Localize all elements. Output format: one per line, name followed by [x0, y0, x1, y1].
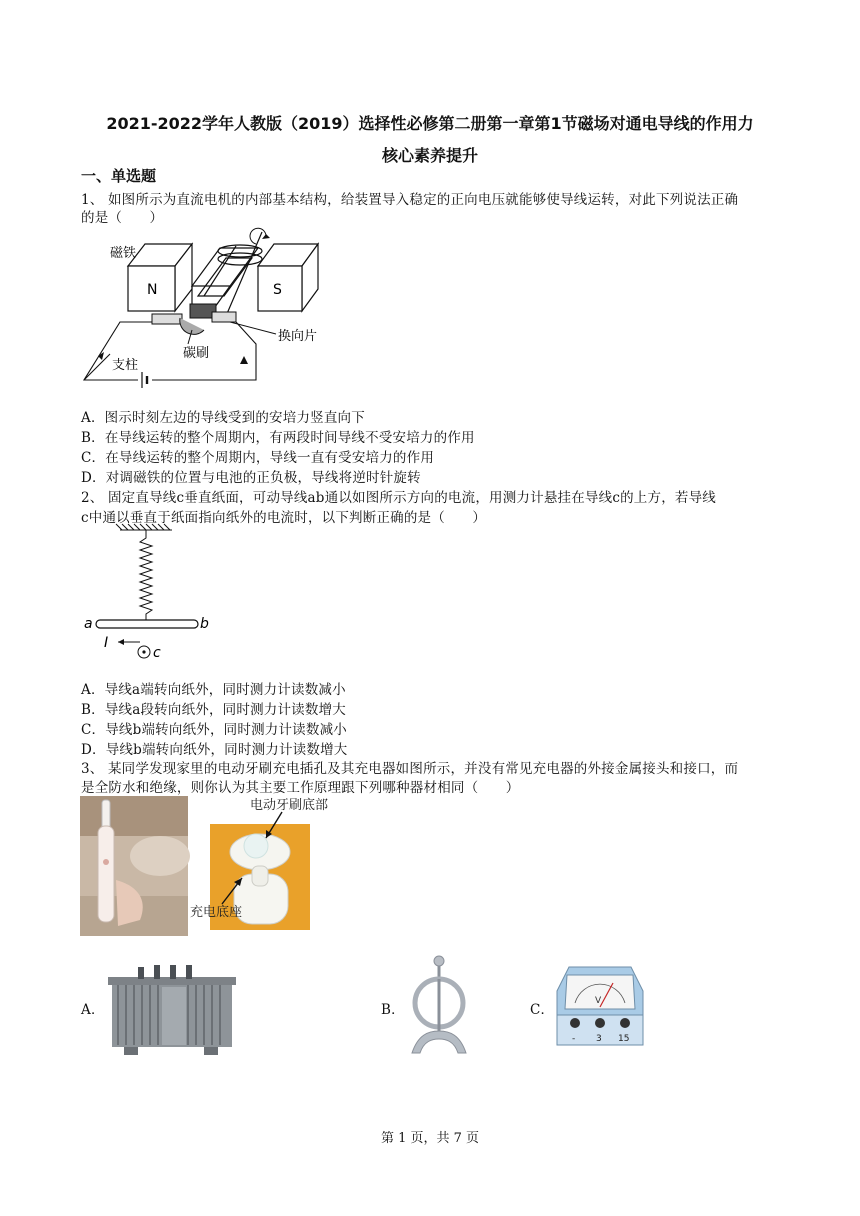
- label-b: b: [200, 616, 209, 632]
- q2-force-meter-diagram: [80, 524, 220, 664]
- meter-v-label: V: [595, 996, 602, 1006]
- metal-ring-on-stand: [412, 956, 466, 1053]
- s-magnet: [258, 244, 318, 311]
- q2-option-c: C．导线b端转向纸外，同时测力计读数减小: [81, 722, 347, 738]
- q2-stem-line2: c中通以垂直于纸面指向纸外的电流时，以下判断正确的是（ ）: [81, 510, 487, 526]
- transformer-image: [104, 963, 240, 1058]
- label-c: c: [153, 645, 161, 661]
- label-a: a: [84, 616, 93, 632]
- choice-c-label: C．: [530, 1002, 555, 1018]
- commutator-label: 换向片: [278, 329, 318, 344]
- choice-b-label: B．: [381, 1002, 405, 1018]
- q2-option-d: D．导线b端转向纸外，同时测力计读数增大: [81, 742, 348, 758]
- page-footer: 第 1 页，共 7 页: [380, 1131, 480, 1146]
- q3-stem-line1: 3、 某同学发现家里的电动牙刷充电插孔及其充电器如图所示，并没有常见充电器的外接金属接头和接口，而: [81, 761, 739, 777]
- spring: [140, 530, 152, 620]
- brush-label: 碳刷: [183, 346, 210, 361]
- voltmeter: [557, 967, 643, 1045]
- n-magnet: [128, 244, 192, 311]
- charger-photo: [190, 796, 329, 936]
- meter-3-label: 3: [596, 1034, 602, 1044]
- meter-minus-label: -: [572, 1034, 576, 1044]
- section-heading: 一、单选题: [81, 167, 157, 185]
- label-current: I: [104, 635, 109, 651]
- q2-option-a: A．导线a端转向纸外，同时测力计读数减小: [81, 682, 346, 698]
- ring-apparatus-image: [404, 955, 474, 1055]
- q1-option-a: A．图示时刻左边的导线受到的安培力竖直向下: [81, 410, 365, 426]
- q1-option-d: D．对调磁铁的位置与电池的正负极，导线将逆时针旋转: [81, 470, 421, 486]
- post-label: 支柱: [112, 358, 139, 373]
- choice-a-label: A．: [81, 1002, 105, 1018]
- q1-option-b: B．在导线运转的整个周期内，有两段时间导线不受安培力的作用: [81, 430, 475, 446]
- charging-base-label: 充电底座: [190, 905, 243, 920]
- toothbrush-bottom-label: 电动牙刷底部: [250, 798, 329, 813]
- doc-title-line1: 2021-2022学年人教版（2019）选择性必修第二册第一章第1节磁场对通电导线的作用力: [106, 114, 754, 133]
- q2-option-b: B．导线a段转向纸外，同时测力计读数增大: [81, 702, 346, 718]
- magnet-s-label: S: [273, 282, 282, 298]
- magnet-n-label: N: [147, 282, 158, 298]
- voltmeter-image: [555, 965, 645, 1047]
- magnet-label: 磁铁: [110, 246, 137, 261]
- coil-loop: [192, 232, 262, 316]
- q1-stem-line2: 的是（ ）: [81, 210, 164, 226]
- ceiling-hatch: [116, 524, 172, 530]
- transformer: [108, 965, 236, 1055]
- wire-ab: [96, 620, 198, 628]
- q1-option-c: C．在导线运转的整个周期内，导线一直有受安培力的作用: [81, 450, 435, 466]
- toothbrush-photo: [80, 796, 188, 936]
- doc-title-line2: 核心素养提升: [381, 146, 478, 165]
- meter-15-label: 15: [618, 1034, 630, 1044]
- q1-motor-diagram: [80, 226, 340, 391]
- q1-stem-line1: 1、 如图所示为直流电机的内部基本结构，给装置导入稳定的正向电压就能够使导线运转，对此下列说法正确: [81, 192, 739, 208]
- q3-stem-line2: 是全防水和绝缘，则你认为其主要工作原理跟下列哪种器材相同（ ）: [81, 780, 520, 796]
- q2-stem-line1: 2、 固定直导线c垂直纸面，可动导线ab通以如图所示方向的电流，用测力计悬挂在导线c的上方，若导线: [81, 490, 716, 506]
